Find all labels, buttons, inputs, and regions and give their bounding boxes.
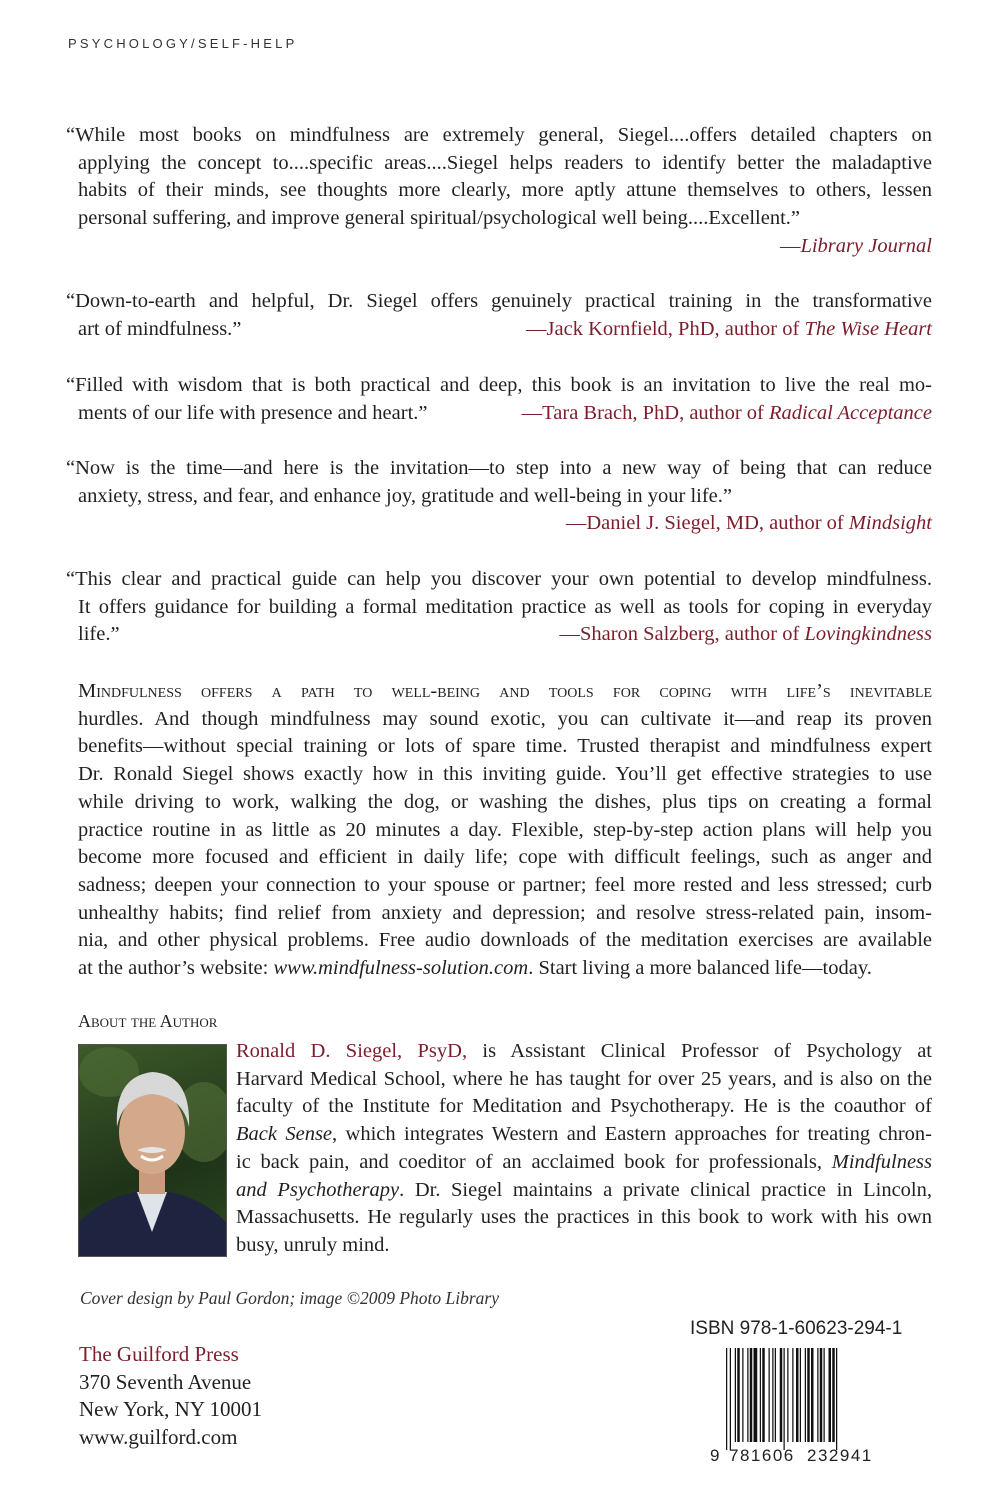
quote-text: ments of our life with presence and heart.”	[78, 401, 428, 424]
barcode-bar	[811, 1348, 814, 1442]
quote-line	[78, 483, 932, 511]
description-text: become more focused and efficient in daily life; cope with difficult feelings, such as anger and	[78, 846, 932, 869]
quote-text: “Down-to-earth and helpful, Dr. Siegel offers genuinely practical training in the transformative	[66, 290, 932, 312]
description-line	[78, 872, 932, 900]
description-text: hurdles. And though mindfulness may sound exotic, you can cultivate it—and reap its proven	[78, 707, 932, 730]
isbn-label: ISBN 978-1-60623-294-1	[690, 1318, 903, 1339]
quote-attribution	[559, 621, 932, 649]
endorsement-quote	[66, 566, 932, 649]
endorsement-quote	[66, 372, 932, 427]
barcode-digits-left: 781606	[729, 1446, 795, 1465]
bio-text: Massachusetts. He regularly uses the practices in this book to work with his own	[236, 1206, 932, 1229]
barcode-bar	[817, 1348, 818, 1442]
book-description	[78, 678, 932, 983]
bio-text: Mindfulness	[831, 1150, 932, 1173]
description-line	[78, 789, 932, 817]
attribution-title: Lovingkindness	[804, 623, 932, 646]
barcode-bar	[832, 1348, 835, 1442]
barcode-bar	[792, 1348, 793, 1442]
attribution-title: The Wise Heart	[804, 317, 932, 340]
barcode-bar	[807, 1348, 810, 1442]
description-line	[78, 955, 932, 983]
author-photo	[78, 1044, 227, 1257]
bio-line	[236, 1149, 932, 1177]
barcode	[700, 1348, 900, 1468]
barcode-bar	[735, 1348, 736, 1442]
quote-text: personal suffering, and improve general spiritual/psychological well being....Excellent.”	[78, 207, 801, 230]
bio-text: Back Sense	[236, 1123, 333, 1146]
description-line	[78, 678, 932, 706]
quote-text: “Now is the time—and here is the invitation—to step into a new way of being that can reduce	[66, 457, 932, 479]
quote-line	[78, 594, 932, 622]
barcode-digits-right: 232941	[807, 1446, 873, 1465]
barcode-bar	[760, 1348, 761, 1442]
barcode-bar	[820, 1348, 823, 1442]
barcode-bar	[742, 1348, 743, 1442]
barcode-bar	[730, 1348, 731, 1450]
bio-line	[236, 1232, 932, 1260]
quote-line	[78, 316, 932, 344]
publisher-block	[79, 1341, 262, 1452]
category-label: PSYCHOLOGY/SELF-HELP	[68, 36, 298, 51]
bio-text: ic back pain, and coeditor of an acclaimed book for professionals,	[236, 1150, 832, 1173]
publisher-name: The Guilford Press	[79, 1342, 239, 1366]
barcode-bar	[737, 1348, 740, 1442]
description-line	[78, 817, 932, 845]
barcode-bar	[824, 1348, 825, 1442]
bio-text: is Assistant Clinical Professor of Psychology at	[467, 1040, 932, 1062]
barcode-bar	[829, 1348, 832, 1442]
bio-line	[236, 1066, 932, 1094]
description-text: unhealthy habits; find relief from anxiety and depression; and resolve stress-related pain, insom-	[78, 901, 932, 924]
description-text: . Start living a more balanced life—today.	[528, 957, 872, 980]
quote-line	[78, 400, 932, 428]
bio-line	[236, 1093, 932, 1121]
barcode-bar	[769, 1348, 770, 1442]
publisher-address-1: 370 Seventh Avenue	[79, 1369, 252, 1394]
description-text: sadness; deepen your connection to your spouse or partner; feel more rested and less stressed; curb	[78, 873, 932, 896]
quote-line	[66, 372, 932, 400]
attribution-prefix: —Daniel J. Siegel, MD, author of	[565, 512, 849, 535]
quote-text: habits of their minds, see thoughts more clearly, more aptly attune themselves to others, lessen	[78, 179, 932, 202]
quote-line	[66, 122, 932, 150]
attribution-prefix: —Jack Kornfield, PhD, author of	[526, 317, 805, 340]
attribution-title: Mindsight	[848, 512, 932, 535]
quote-attribution	[78, 510, 932, 538]
quote-text: life.”	[78, 623, 120, 646]
quote-text: art of mindfulness.”	[78, 317, 242, 340]
description-text: www.mindfulness-solution.com	[273, 957, 529, 980]
quote-text: applying the concept to....specific areas....Siegel helps readers to identify better the maladaptive	[78, 151, 932, 174]
publisher-website: www.guilford.com	[79, 1425, 238, 1450]
cover-credit: Cover design by Paul Gordon; image ©2009 Photo Library	[80, 1288, 500, 1308]
attribution-title: Library Journal	[800, 234, 932, 257]
description-text: Mindfulness offers a path to well-being and tools for coping with life’s inevitable	[78, 680, 932, 702]
quote-text: “Filled with wisdom that is both practical and deep, this book is an invitation to live the real mo-	[66, 374, 932, 396]
quote-line	[78, 621, 932, 649]
attribution-prefix: —Sharon Salzberg, author of	[559, 623, 805, 646]
quote-attribution	[526, 316, 932, 344]
bio-text: . Dr. Siegel maintains a private clinical practice in Lincoln,	[399, 1178, 932, 1201]
barcode-bar	[762, 1348, 765, 1442]
bio-text: and Psychotherapy	[236, 1178, 400, 1201]
description-line	[78, 900, 932, 928]
attribution-prefix: —	[779, 234, 801, 257]
quote-text: It offers guidance for building a formal meditation practice as well as tools for coping in everyday	[78, 595, 932, 618]
description-text: at the author’s website:	[78, 957, 274, 980]
barcode-bar	[805, 1348, 806, 1442]
quote-line	[78, 150, 932, 178]
quote-line	[66, 455, 932, 483]
description-text: practice routine in as little as 20 minutes a day. Flexible, step-by-step action plans will help you	[78, 818, 932, 841]
quote-line	[78, 205, 932, 233]
endorsement-quote	[66, 455, 932, 538]
about-author-heading: About the Author	[78, 1011, 218, 1031]
quote-text: “This clear and practical guide can help you discover your own potential to develop mindfulness.	[66, 568, 932, 590]
quote-text: anxiety, stress, and fear, and enhance joy, gratitude and well-being in your life.”	[78, 484, 732, 507]
barcode-bar	[800, 1348, 801, 1442]
attribution-title: Radical Acceptance	[769, 401, 932, 424]
barcode-bar	[784, 1348, 785, 1450]
bio-line	[236, 1038, 932, 1066]
barcode-bar	[836, 1348, 837, 1450]
barcode-bar	[796, 1348, 799, 1442]
quote-attribution	[78, 233, 932, 261]
quote-line	[66, 566, 932, 594]
author-bio	[236, 1038, 932, 1260]
attribution-prefix: —Tara Brach, PhD, author of	[521, 401, 770, 424]
bio-line	[236, 1177, 932, 1205]
bio-line	[236, 1204, 932, 1232]
barcode-bar	[726, 1348, 727, 1450]
quote-text: “While most books on mindfulness are extremely general, Siegel....offers detailed chapters on	[66, 124, 932, 146]
barcode-bar	[780, 1348, 783, 1442]
barcode-bar	[747, 1348, 748, 1442]
barcode-bar	[787, 1348, 788, 1442]
bio-text: , which integrates Western and Eastern approaches for treating chron-	[332, 1123, 933, 1146]
description-text: Dr. Ronald Siegel shows exactly how in this inviting guide. You’ll get effective strategies to use	[78, 763, 932, 786]
description-text: nia, and other physical problems. Free audio downloads of the meditation exercises are available	[78, 929, 932, 952]
endorsement-quote	[66, 122, 932, 261]
quote-line	[78, 177, 932, 205]
description-text: benefits—without special training or lots of spare time. Trusted therapist and mindfulness expert	[78, 735, 932, 758]
bio-line	[236, 1121, 932, 1149]
bio-text: busy, unruly mind.	[236, 1233, 390, 1256]
description-line	[78, 706, 932, 734]
description-line	[78, 761, 932, 789]
bio-text: faculty of the Institute for Meditation and Psychotherapy. He is the coauthor of	[236, 1095, 932, 1118]
bio-text: Harvard Medical School, where he has taught for over 25 years, and is also on the	[236, 1067, 932, 1090]
barcode-bar	[754, 1348, 758, 1442]
quote-attribution	[522, 400, 932, 428]
barcode-bar	[772, 1348, 773, 1442]
barcode-digit-lead: 9	[710, 1446, 720, 1465]
bio-text: Ronald D. Siegel, PsyD,	[236, 1040, 468, 1062]
description-line	[78, 844, 932, 872]
description-text: while driving to work, walking the dog, or washing the dishes, plus tips on creating a formal	[78, 790, 932, 813]
quote-line	[66, 288, 932, 316]
description-line	[78, 733, 932, 761]
barcode-bar	[750, 1348, 753, 1442]
endorsement-quote	[66, 288, 932, 343]
publisher-address-2: New York, NY 10001	[79, 1397, 262, 1422]
barcode-bar	[775, 1348, 776, 1442]
description-line	[78, 927, 932, 955]
